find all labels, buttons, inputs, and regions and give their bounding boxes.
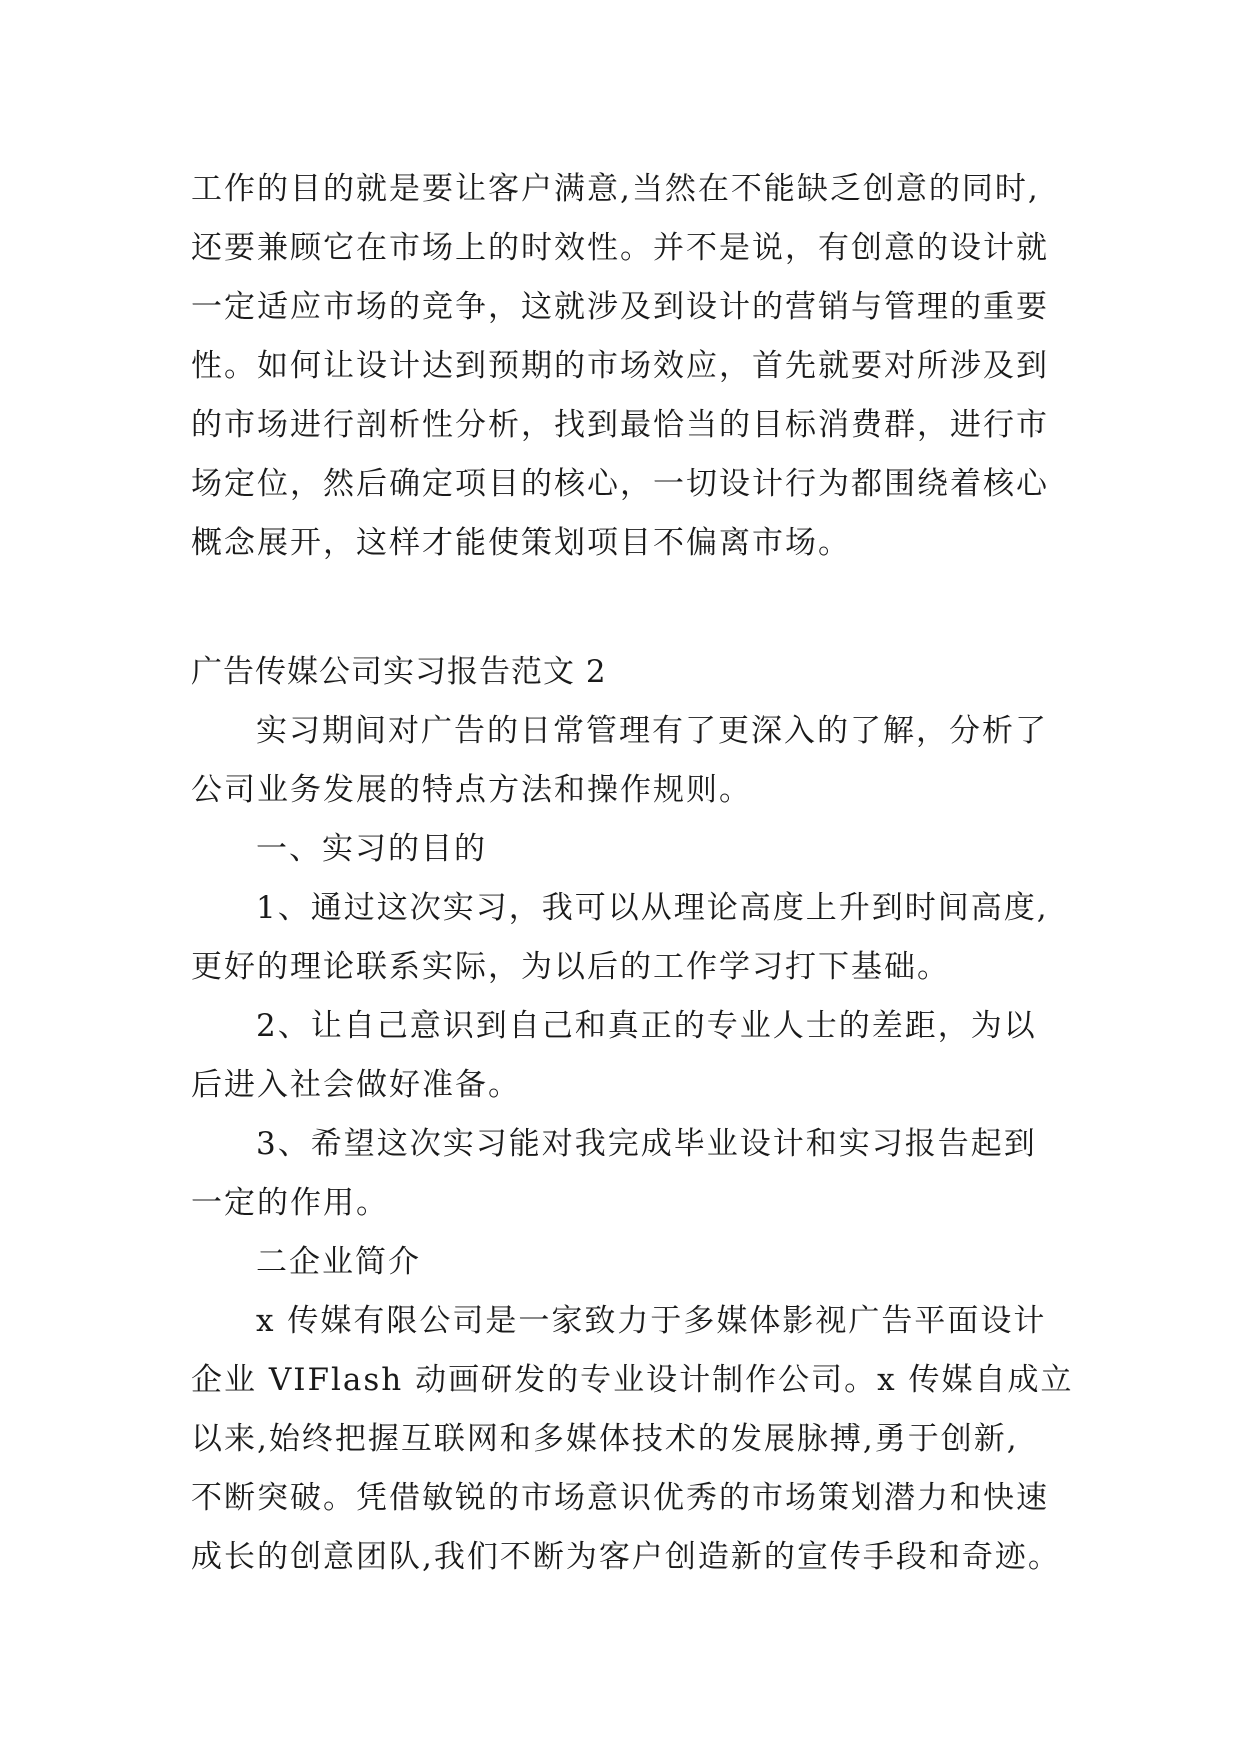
text-line: 的市场进行剖析性分析，找到最恰当的目标消费群，进行市: [191, 407, 1049, 443]
summary-paragraph: [191, 702, 1091, 820]
text-line: 还要兼顾它在市场上的时效性。并不是说，有创意的设计就: [191, 230, 1049, 266]
text-line: 一定的作用。: [191, 1185, 389, 1221]
text-line: 3、希望这次实习能对我完成毕业设计和实习报告起到: [256, 1126, 1037, 1162]
text-line: 1、通过这次实习，我可以从理论高度上升到时间高度,: [256, 890, 1049, 926]
purpose-item-2: [191, 997, 1091, 1115]
text-line: 后进入社会做好准备。: [191, 1067, 521, 1103]
paragraph-spacer: [191, 573, 1091, 643]
heading-company: 二企业简介: [256, 1244, 421, 1280]
intro-paragraph: [191, 160, 1091, 573]
text-line: 更好的理论联系实际，为以后的工作学习打下基础。: [191, 949, 950, 985]
text-line: 场定位，然后确定项目的核心，一切设计行为都围绕着核心: [191, 466, 1049, 502]
text-line: x 传媒有限公司是一家致力于多媒体影视广告平面设计: [256, 1303, 1047, 1339]
text-line: 不断突破。凭借敏锐的市场意识优秀的市场策划潜力和快速: [191, 1480, 1049, 1516]
text-line: 概念展开，这样才能使策划项目不偏离市场。: [191, 525, 851, 561]
purpose-item-1: [191, 879, 1091, 997]
text-line: 2、让自己意识到自己和真正的专业人士的差距，为以: [256, 1008, 1037, 1044]
text-line: 性。如何让设计达到预期的市场效应，首先就要对所涉及到: [191, 348, 1049, 384]
text-line: 一定适应市场的竞争，这就涉及到设计的营销与管理的重要: [191, 289, 1049, 325]
text-line: 成长的创意团队,我们不断为客户创造新的宣传手段和奇迹。: [191, 1539, 1061, 1575]
heading-purpose: 一、实习的目的: [256, 831, 487, 867]
document-body: [191, 160, 1091, 1587]
text-line: 实习期间对广告的日常管理有了更深入的了解，分析了: [256, 713, 1048, 749]
section-title: 广告传媒公司实习报告范文 2: [191, 654, 607, 690]
text-line: 以来,始终把握互联网和多媒体技术的发展脉搏,勇于创新,: [191, 1421, 1019, 1457]
company-paragraph: [191, 1292, 1091, 1587]
text-line: 工作的目的就是要让客户满意,当然在不能缺乏创意的同时,: [191, 171, 1040, 207]
purpose-item-3: [191, 1115, 1091, 1233]
text-line: 企业 VIFlash 动画研发的专业设计制作公司。x 传媒自成立: [191, 1362, 1074, 1398]
text-line: 公司业务发展的特点方法和操作规则。: [191, 772, 752, 808]
